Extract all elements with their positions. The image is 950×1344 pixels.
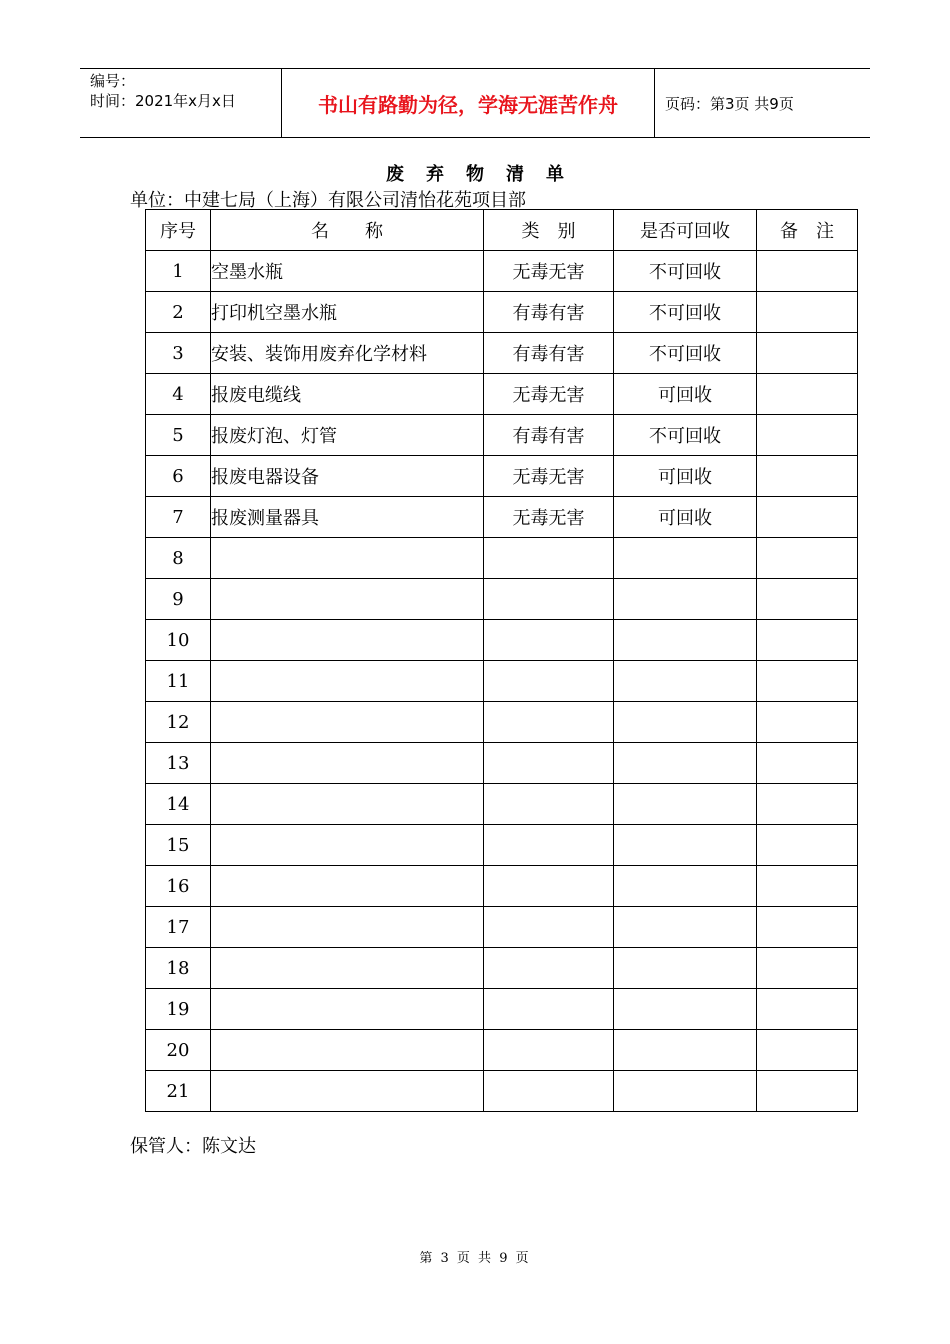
cell-note (757, 374, 858, 415)
document-time: 时间：2021年x月x日 (90, 92, 236, 110)
cell-name (211, 579, 484, 620)
cell-recyclable (614, 989, 757, 1030)
cell-recyclable: 不可回收 (614, 251, 757, 292)
cell-type: 有毒有害 (484, 415, 614, 456)
cell-type (484, 784, 614, 825)
keeper-line: 保管人：陈文达 (130, 1136, 256, 1157)
cell-note (757, 620, 858, 661)
cell-recyclable: 可回收 (614, 497, 757, 538)
cell-no: 17 (146, 907, 211, 948)
cell-no: 11 (146, 661, 211, 702)
cell-type (484, 1030, 614, 1071)
cell-name: 空墨水瓶 (211, 251, 484, 292)
cell-recyclable (614, 1030, 757, 1071)
cell-no: 18 (146, 948, 211, 989)
cell-type (484, 866, 614, 907)
cell-note (757, 1030, 858, 1071)
table-row (146, 497, 858, 538)
header-note: 备 注 (757, 210, 858, 251)
table-row (146, 866, 858, 907)
cell-note (757, 907, 858, 948)
cell-name (211, 620, 484, 661)
page-footer: 第 3 页 共 9 页 (419, 1251, 531, 1266)
cell-recyclable (614, 538, 757, 579)
cell-no: 12 (146, 702, 211, 743)
cell-no: 8 (146, 538, 211, 579)
document-number-label: 编号： (90, 72, 136, 90)
cell-note (757, 743, 858, 784)
cell-no: 6 (146, 456, 211, 497)
cell-type (484, 1071, 614, 1112)
table-row (146, 1030, 858, 1071)
cell-type (484, 620, 614, 661)
cell-recyclable: 不可回收 (614, 415, 757, 456)
cell-name (211, 784, 484, 825)
cell-recyclable (614, 866, 757, 907)
cell-name (211, 1071, 484, 1112)
cell-type (484, 948, 614, 989)
table-row (146, 1071, 858, 1112)
cell-type (484, 743, 614, 784)
cell-recyclable (614, 907, 757, 948)
cell-name: 报废测量器具 (211, 497, 484, 538)
cell-note (757, 579, 858, 620)
cell-no: 14 (146, 784, 211, 825)
cell-no: 15 (146, 825, 211, 866)
table-row (146, 825, 858, 866)
cell-recyclable (614, 1071, 757, 1112)
waste-list-table (145, 209, 858, 1112)
header-no: 序号 (146, 210, 211, 251)
table-row (146, 661, 858, 702)
cell-name: 打印机空墨水瓶 (211, 292, 484, 333)
table-row (146, 456, 858, 497)
cell-type: 有毒有害 (484, 333, 614, 374)
table-row (146, 292, 858, 333)
cell-no: 9 (146, 579, 211, 620)
table-row (146, 579, 858, 620)
cell-name (211, 989, 484, 1030)
table-row (146, 948, 858, 989)
header-recyclable: 是否可回收 (614, 210, 757, 251)
header-page-code (655, 69, 870, 137)
page-header (80, 68, 870, 138)
cell-note (757, 456, 858, 497)
header-name: 名 称 (211, 210, 484, 251)
cell-no: 7 (146, 497, 211, 538)
cell-name: 报废灯泡、灯管 (211, 415, 484, 456)
cell-note (757, 497, 858, 538)
table-header-row (146, 210, 858, 251)
cell-name: 报废电器设备 (211, 456, 484, 497)
cell-recyclable (614, 743, 757, 784)
cell-recyclable: 不可回收 (614, 292, 757, 333)
cell-type: 无毒无害 (484, 497, 614, 538)
cell-note (757, 825, 858, 866)
cell-no: 21 (146, 1071, 211, 1112)
cell-no: 3 (146, 333, 211, 374)
cell-no: 16 (146, 866, 211, 907)
cell-no: 1 (146, 251, 211, 292)
table-row (146, 251, 858, 292)
cell-no: 13 (146, 743, 211, 784)
cell-name (211, 702, 484, 743)
cell-note (757, 989, 858, 1030)
cell-note (757, 866, 858, 907)
cell-recyclable (614, 784, 757, 825)
cell-recyclable (614, 702, 757, 743)
cell-name (211, 907, 484, 948)
table-row (146, 784, 858, 825)
cell-note (757, 1071, 858, 1112)
cell-note (757, 415, 858, 456)
cell-type: 有毒有害 (484, 292, 614, 333)
cell-no: 20 (146, 1030, 211, 1071)
cell-name (211, 661, 484, 702)
page-code-text: 页码：第3页 共9页 (665, 94, 794, 113)
cell-note (757, 538, 858, 579)
cell-note (757, 292, 858, 333)
cell-no: 19 (146, 989, 211, 1030)
cell-name: 安装、装饰用废弃化学材料 (211, 333, 484, 374)
document-title: 废弃物清单 (386, 164, 586, 185)
cell-type (484, 538, 614, 579)
cell-type: 无毒无害 (484, 374, 614, 415)
cell-recyclable (614, 620, 757, 661)
cell-note (757, 661, 858, 702)
cell-recyclable: 可回收 (614, 374, 757, 415)
cell-type (484, 579, 614, 620)
header-meta (80, 69, 282, 137)
table-row (146, 907, 858, 948)
cell-note (757, 702, 858, 743)
cell-recyclable (614, 948, 757, 989)
cell-note (757, 784, 858, 825)
cell-recyclable (614, 661, 757, 702)
cell-type (484, 989, 614, 1030)
cell-note (757, 251, 858, 292)
cell-recyclable (614, 825, 757, 866)
cell-name (211, 538, 484, 579)
cell-name (211, 866, 484, 907)
cell-note (757, 948, 858, 989)
cell-no: 2 (146, 292, 211, 333)
table-row (146, 538, 858, 579)
cell-type (484, 661, 614, 702)
cell-name (211, 948, 484, 989)
cell-no: 5 (146, 415, 211, 456)
cell-type: 无毒无害 (484, 251, 614, 292)
cell-no: 4 (146, 374, 211, 415)
cell-no: 10 (146, 620, 211, 661)
cell-note (757, 333, 858, 374)
cell-recyclable: 可回收 (614, 456, 757, 497)
cell-name (211, 825, 484, 866)
cell-type (484, 702, 614, 743)
cell-recyclable: 不可回收 (614, 333, 757, 374)
cell-name: 报废电缆线 (211, 374, 484, 415)
cell-recyclable (614, 579, 757, 620)
table-row (146, 333, 858, 374)
cell-type (484, 907, 614, 948)
header-motto-cell (282, 69, 655, 137)
cell-name (211, 1030, 484, 1071)
table-row (146, 702, 858, 743)
table-row (146, 989, 858, 1030)
unit-line: 单位：中建七局（上海）有限公司清怡花苑项目部 (130, 190, 526, 211)
table-row (146, 743, 858, 784)
table-row (146, 415, 858, 456)
header-type: 类 别 (484, 210, 614, 251)
table-row (146, 620, 858, 661)
table-row (146, 374, 858, 415)
cell-type: 无毒无害 (484, 456, 614, 497)
header-motto: 书山有路勤为径，学海无涯苦作舟 (318, 92, 618, 117)
cell-type (484, 825, 614, 866)
cell-name (211, 743, 484, 784)
